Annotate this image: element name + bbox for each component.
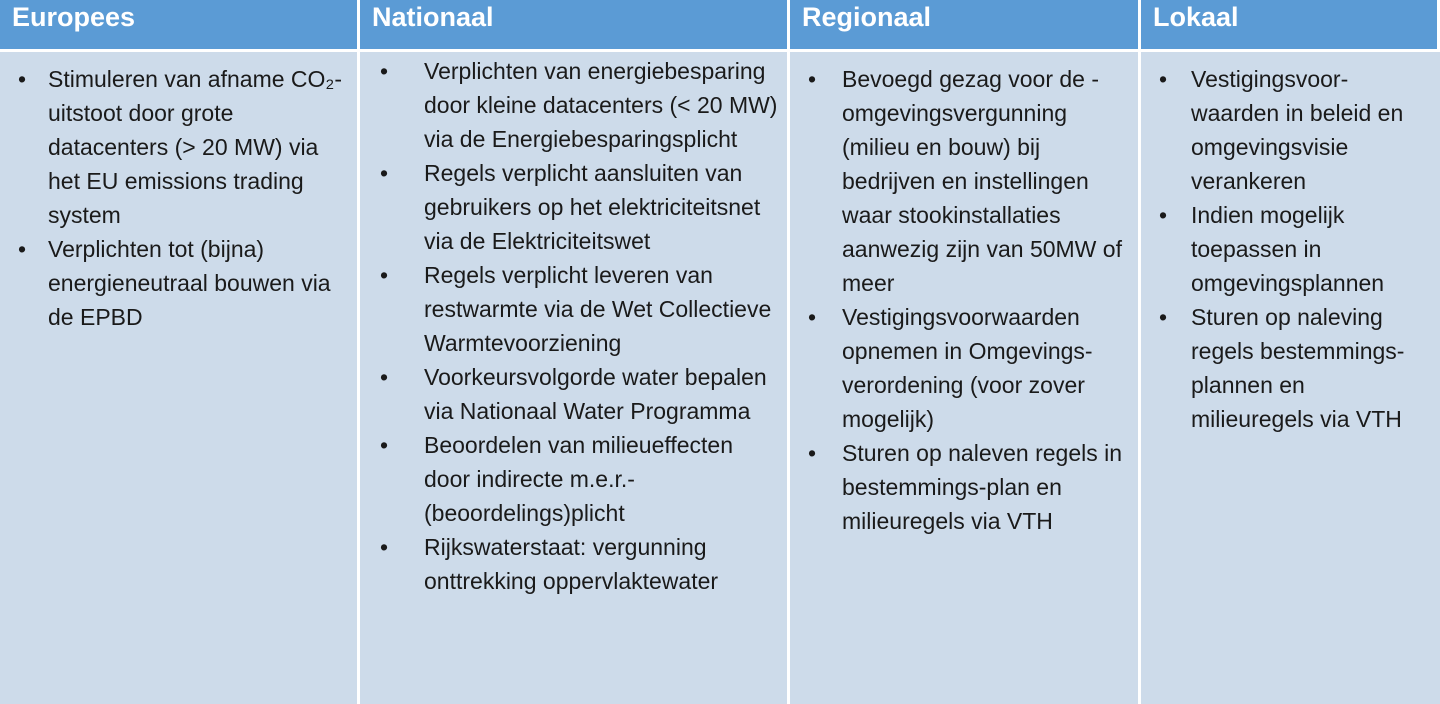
bullet-list-lokaal — [1149, 62, 1432, 436]
bullet-icon: • — [807, 440, 817, 466]
header-nationaal: Nationaal — [360, 0, 790, 52]
header-lokaal: Lokaal — [1141, 0, 1440, 52]
item-text: Stimuleren van afname CO₂-uitstoot door grote datacenters (> 20 MW) via het EU emissions trading system — [48, 66, 342, 228]
item-text: Vestigingsvoor-waarden in beleid en omgevingsvisie verankeren — [1191, 66, 1404, 194]
item-text: Sturen op naleven regels in bestemmings-plan en milieuregels via VTH — [842, 440, 1123, 534]
list-item — [798, 436, 1130, 538]
list-item — [368, 258, 779, 360]
bullet-icon: • — [17, 236, 27, 262]
item-text: Verplichten tot (bijna) energieneutraal bouwen via de EPBD — [48, 236, 331, 330]
item-text: Rijkswaterstaat: vergunning onttrekking oppervlaktewater — [424, 534, 719, 594]
bullet-icon: • — [379, 160, 389, 186]
cell-lokaal — [1141, 52, 1440, 704]
bullet-icon: • — [379, 58, 389, 84]
list-item — [8, 62, 349, 232]
list-item — [8, 232, 349, 334]
item-text: Sturen op naleving regels bestemmings-plannen en milieuregels via VTH — [1191, 304, 1405, 432]
bullet-icon: • — [379, 534, 389, 560]
list-item — [798, 300, 1130, 436]
bullet-icon: • — [17, 66, 27, 92]
list-item — [798, 62, 1130, 300]
item-text: Vestigingsvoorwaarden opnemen in Omgevings-verordening (voor zover mogelijk) — [842, 304, 1093, 432]
bullet-list-europees — [8, 62, 349, 334]
item-text: Bevoegd gezag voor de -omgevingsvergunning (milieu en bouw) bij bedrijven en instellingen waar stookinstallaties aanwezig zijn van 50MW of meer — [842, 66, 1122, 296]
bullet-icon: • — [379, 364, 389, 390]
header-europees: Europees — [0, 0, 360, 52]
cell-nationaal — [360, 52, 790, 704]
list-item — [368, 360, 779, 428]
item-text: Regels verplicht leveren van restwarmte via de Wet Collectieve Warmtevoorziening — [424, 262, 772, 356]
item-text: Indien mogelijk toepassen in omgevingsplannen — [1191, 202, 1385, 296]
bullet-icon: • — [379, 432, 389, 458]
bullet-icon: • — [379, 262, 389, 288]
list-item — [1149, 198, 1432, 300]
bullet-icon: • — [1158, 66, 1168, 92]
bullet-list-regionaal — [798, 62, 1130, 538]
bullet-icon: • — [1158, 304, 1168, 330]
bullet-icon: • — [807, 66, 817, 92]
list-item — [1149, 62, 1432, 198]
list-item — [1149, 300, 1432, 436]
bullet-icon: • — [807, 304, 817, 330]
item-text: Beoordelen van milieueffecten door indirecte m.e.r.-(beoordelings)plicht — [424, 432, 734, 526]
list-item — [368, 428, 779, 530]
header-regionaal: Regionaal — [790, 0, 1141, 52]
bullet-list-nationaal — [368, 54, 779, 598]
list-item — [368, 530, 779, 598]
list-item — [368, 54, 779, 156]
item-text: Voorkeursvolgorde water bepalen via Nationaal Water Programma — [424, 364, 767, 424]
list-item — [368, 156, 779, 258]
cell-regionaal — [790, 52, 1141, 704]
cell-europees — [0, 52, 360, 704]
item-text: Regels verplicht aansluiten van gebruikers op het elektriciteitsnet via de Elektriciteitswet — [424, 160, 761, 254]
item-text: Verplichten van energiebesparing door kleine datacenters (< 20 MW) via de Energiebesparingsplicht — [424, 58, 778, 152]
bullet-icon: • — [1158, 202, 1168, 228]
